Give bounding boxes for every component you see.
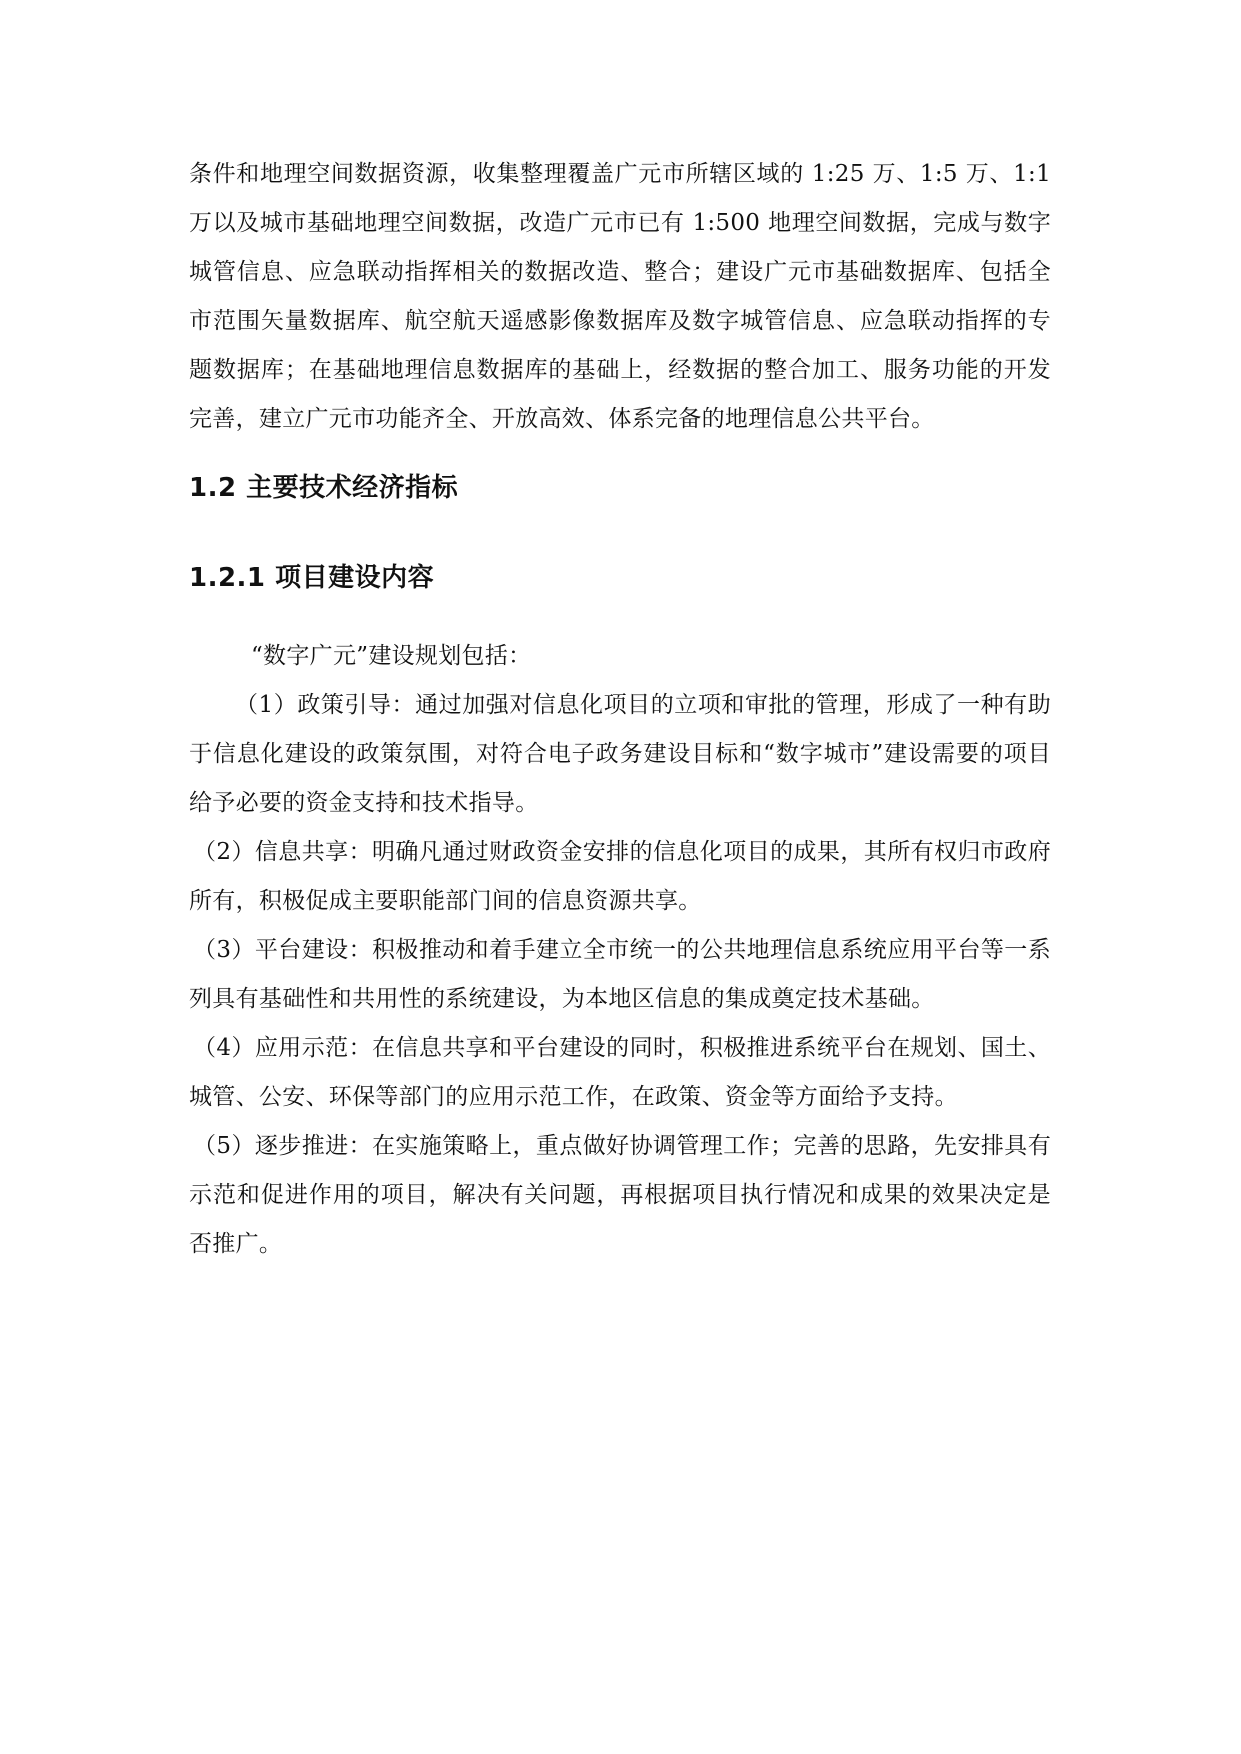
list-item: （2）信息共享：明确凡通过财政资金安排的信息化项目的成果，其所有权归市政府所有，积极促成主要职能部门间的信息资源共享。 (189, 839, 1051, 914)
list-item: （5）逐步推进：在实施策略上，重点做好协调管理工作；完善的思路，先安排具有示范和促进作用的项目，解决有关问题，再根据项目执行情况和成果的效果决定是否推广。 (189, 1133, 1051, 1257)
list-item: （3）平台建设：积极推动和着手建立全市统一的公共地理信息系统应用平台等一系列具有基础性和共用性的系统建设，为本地区信息的集成奠定技术基础。 (189, 937, 1051, 1012)
section-heading: 1.2 主要技术经济指标 (189, 473, 459, 503)
subsection-heading: 1.2.1 项目建设内容 (189, 563, 435, 593)
plan-intro-paragraph: “数字广元”建设规划包括： (251, 643, 532, 669)
intro-paragraph: 条件和地理空间数据资源，收集整理覆盖广元市所辖区域的 1:25 万、1:5 万、1:1 万以及城市基础地理空间数据，改造广元市已有 1:500 地理空间数据，完成与数字城管信息、应急联动指挥相关的数据改造、整合；建设广元市基础数据库、包括全市范围矢量数据库、航空航天遥感影像数据库及数字城管信息、应急联动指挥的专题数据库；在基础地理信息数据库的基础上，经数据的整合加工、服务功能的开发完善，建立广元市功能齐全、开放高效、体系完备的地理信息公共平台。 (189, 161, 1051, 432)
list-item: （4）应用示范：在信息共享和平台建设的同时，积极推进系统平台在规划、国土、城管、公安、环保等部门的应用示范工作，在政策、资金等方面给予支持。 (189, 1035, 1051, 1110)
page-content (189, 150, 1051, 1269)
list-item: （1）政策引导：通过加强对信息化项目的立项和审批的管理，形成了一种有助于信息化建设的政策氛围，对符合电子政务建设目标和“数字城市”建设需要的项目给予必要的资金支持和技术指导。 (189, 692, 1051, 816)
